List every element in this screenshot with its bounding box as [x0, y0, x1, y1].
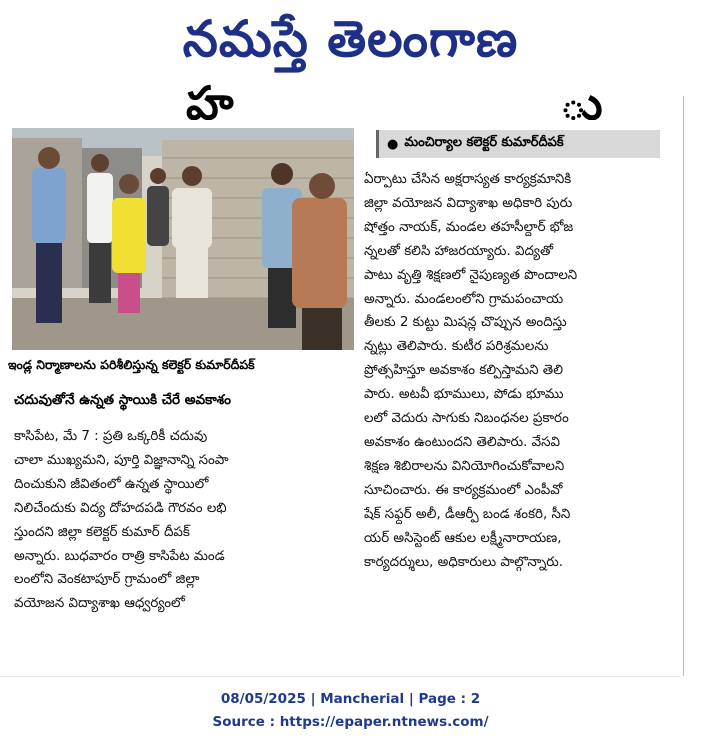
body-line: తీలకు 2 కుట్టు మిషన్ల చొప్పున అందిస్తు: [364, 315, 567, 331]
body-line: అవకాశం ఉంటుందని తెలిపారు. వేసవి: [364, 434, 561, 450]
news-photo: [12, 128, 354, 350]
body-line: అన్నారు. బుధవారం రాత్రి కాసిపేట మండ: [14, 548, 225, 564]
headline-fragment-left: హ: [186, 80, 234, 120]
footer-source-link[interactable]: Source : https://epaper.ntnews.com/: [212, 714, 489, 730]
body-line: అన్నారు. మండలంలోని గ్రామపంచాయ: [364, 291, 564, 307]
body-line: నిలిచేందుకు విద్య దోహదపడి గౌరవం లభి: [14, 500, 227, 516]
body-line: శిక్షణ శిబిరాలను వినియోగించుకోవాలని: [364, 458, 565, 474]
bullet-icon: ●: [387, 136, 399, 152]
body-line: దించుకుని జీవితంలో ఉన్నత స్థాయిలో: [14, 476, 209, 492]
photo-caption: ఇండ్ల నిర్మాణాలను పరిశీలిస్తున్న కలెక్టర్ కుమార్‌దీపక్: [8, 357, 255, 372]
footer-edition-info: 08/05/2025 | Mancherial | Page : 2: [220, 691, 481, 707]
body-line: చాలా ముఖ్యమని, పూర్తి విజ్ఞానాన్ని సంపా: [14, 452, 229, 468]
author-label-box: [376, 130, 660, 158]
masthead: [0, 0, 701, 78]
body-line: సూచించారు. ఈ కార్యక్రమంలో ఎంపీవో: [364, 482, 563, 498]
bottom-divider: [0, 676, 680, 677]
body-line: వయోజన విద్యాశాఖ ఆధ్వర్యంలో: [14, 596, 185, 612]
body-line: న్నలతో కలిసి హాజరయ్యారు. విద్యతో: [364, 243, 554, 259]
body-line: లలో వెదురు సాగుకు నిబంధనల ప్రకారం: [364, 411, 569, 427]
author-label: మంచిర్యాల కలెక్టర్ కుమార్‌దీపక్: [404, 135, 564, 150]
body-line: కాసిపేట, మే 7 : ప్రతి ఒక్కరికీ చదువు: [14, 429, 208, 444]
body-line: యర్ అసిస్టెంట్ ఆకుల లక్ష్మీనారాయణ,: [364, 530, 562, 546]
article-body-left: [14, 425, 354, 616]
article-subheading: చదువుతోనే ఉన్నత స్థాయికి చేరే అవకాశం: [14, 392, 231, 408]
body-line: స్తుందని జిల్లా కలెక్టర్ కుమార్ దీపక్: [14, 524, 190, 540]
body-line: న్నట్లు తెలిపారు. కుటీర పరిశ్రమలను: [364, 339, 549, 355]
right-edge-rule: [683, 96, 684, 676]
body-line: కార్యదర్శులు, అధికారులు పాల్గొన్నారు.: [364, 554, 564, 570]
headline-fragment-right: ు: [560, 80, 603, 120]
body-line: ఏర్పాటు చేసిన అక్షరాస్యత కార్యక్రమానికి: [364, 172, 572, 187]
body-line: షేక్ సఫ్దర్ అలీ, డీఆర్పీ బండ శంకరి, సీని: [364, 506, 571, 522]
masthead-title: నమస్తే తెలంగాణ: [182, 10, 519, 68]
body-line: పాటు వృత్తి శిక్షణలో నైపుణ్యత పొందాలని: [364, 267, 578, 283]
article-body-right: [364, 168, 672, 574]
body-line: షోత్తం నాయక్, మండల తహసీల్దార్ భోజ: [364, 219, 574, 235]
body-line: జిల్లా వయోజన విద్యాశాఖ అధికారి పురు: [364, 195, 573, 211]
body-line: లంలోని వెంకటాపూర్ గ్రామంలో జిల్లా: [14, 572, 200, 588]
body-line: పారు. అటవీ భూములు, పోడు భూము: [364, 387, 564, 403]
body-line: ప్రోత్సహిస్తూ అవకాశం కల్పిస్తామని తెలి: [364, 363, 564, 379]
photo-illustration: [12, 128, 354, 350]
